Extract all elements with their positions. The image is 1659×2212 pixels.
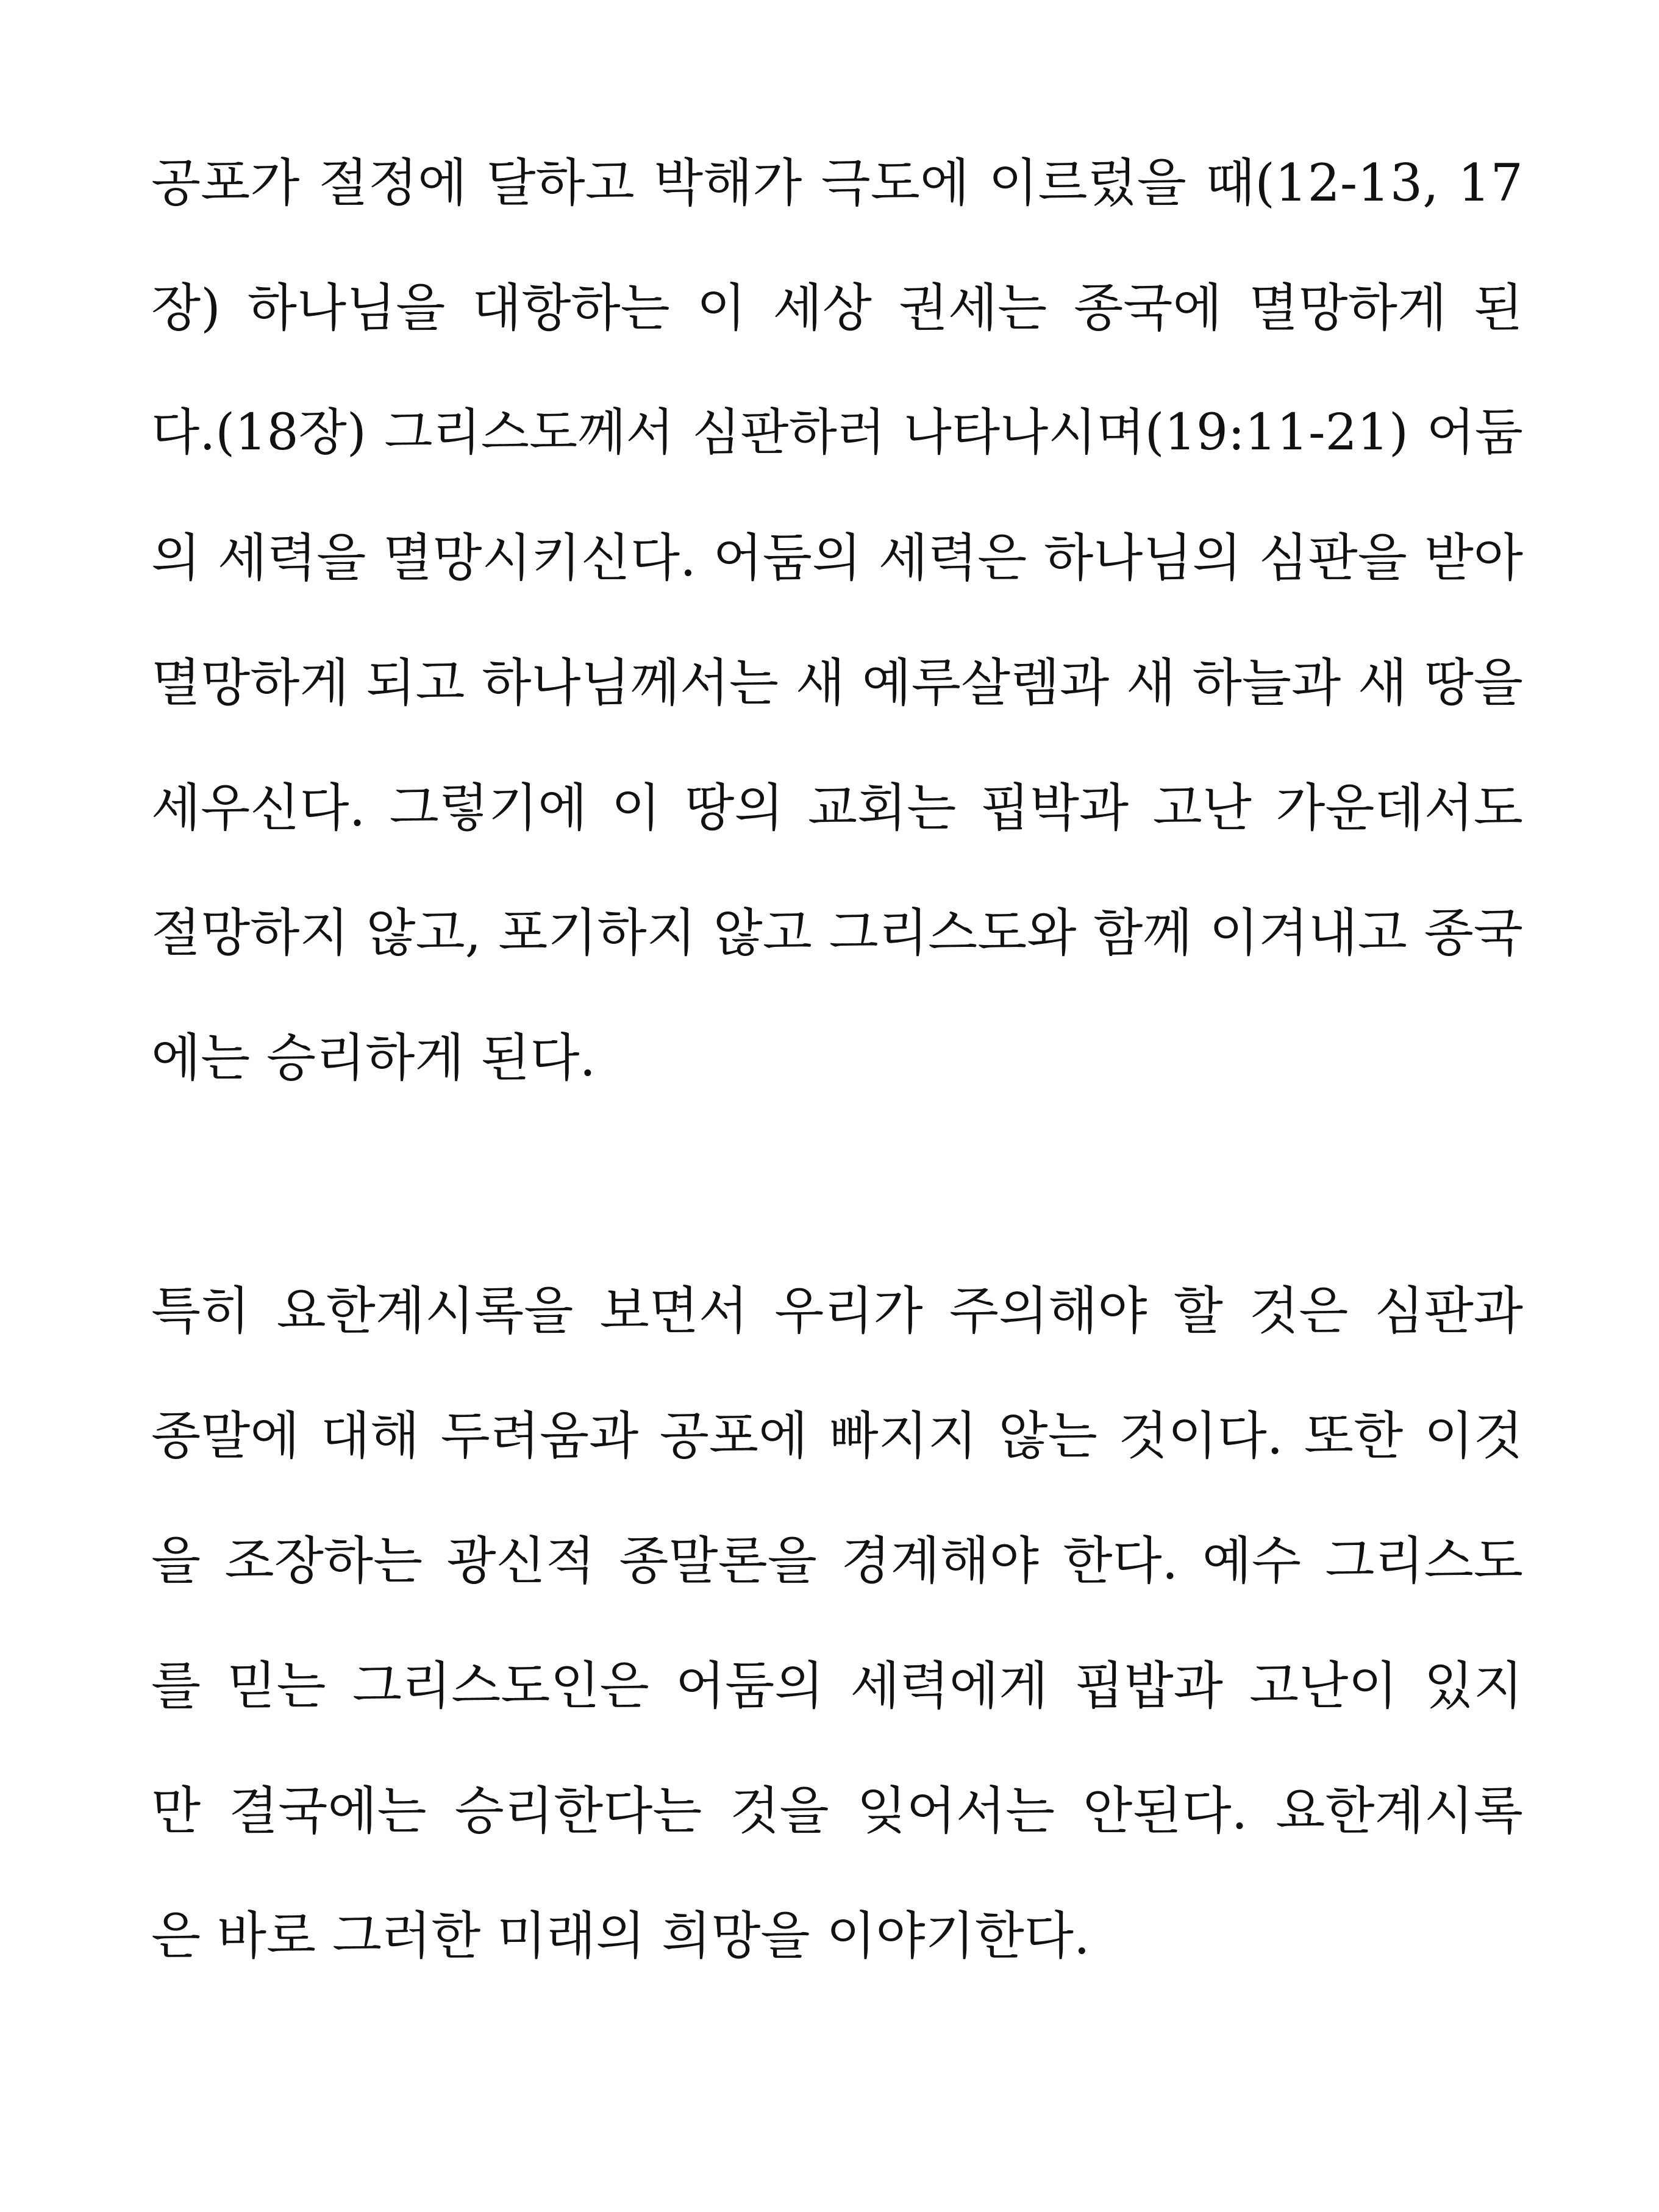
paragraph-2-line-5: 만 결국에는 승리한다는 것을 잊어서는 안된다. 요한계시록 bbox=[151, 1781, 1523, 1841]
paragraph-1-line-2: 장) 하나님을 대항하는 이 세상 권세는 종국에 멸망하게 된 bbox=[151, 278, 1523, 338]
paragraph-1-line-6: 세우신다. 그렇기에 이 땅의 교회는 핍박과 고난 가운데서도 bbox=[151, 778, 1523, 838]
paragraph-2-line-1: 특히 요한계시록을 보면서 우리가 주의해야 할 것은 심판과 bbox=[151, 1281, 1523, 1341]
paragraph-1-line-3: 다.(18장) 그리스도께서 심판하러 나타나시며(19:11-21) 어둠 bbox=[151, 404, 1523, 462]
paragraph-1-line-7: 절망하지 않고, 포기하지 않고 그리스도와 함께 이겨내고 종국 bbox=[151, 903, 1523, 963]
paragraph-1-line-8: 에는 승리하게 된다. bbox=[151, 1028, 596, 1088]
paragraph-1-line-4: 의 세력을 멸망시키신다. 어둠의 세력은 하나님의 심판을 받아 bbox=[151, 528, 1523, 588]
paragraph-2-line-6: 은 바로 그러한 미래의 희망을 이야기한다. bbox=[151, 1906, 1090, 1966]
paragraph-2-line-4: 를 믿는 그리스도인은 어둠의 세력에게 핍밥과 고난이 있지 bbox=[151, 1656, 1523, 1716]
paragraph-1-line-1: 공포가 절정에 달하고 박해가 극도에 이르렀을 때(12-13, 17 bbox=[151, 153, 1523, 213]
paragraph-1-line-5: 멸망하게 되고 하나님께서는 새 예루살렘과 새 하늘과 새 땅을 bbox=[151, 653, 1523, 713]
paragraph-2-line-2: 종말에 대해 두려움과 공포에 빠지지 않는 것이다. 또한 이것 bbox=[151, 1406, 1523, 1466]
paragraph-2-line-3: 을 조장하는 광신적 종말론을 경계해야 한다. 예수 그리스도 bbox=[151, 1531, 1523, 1591]
